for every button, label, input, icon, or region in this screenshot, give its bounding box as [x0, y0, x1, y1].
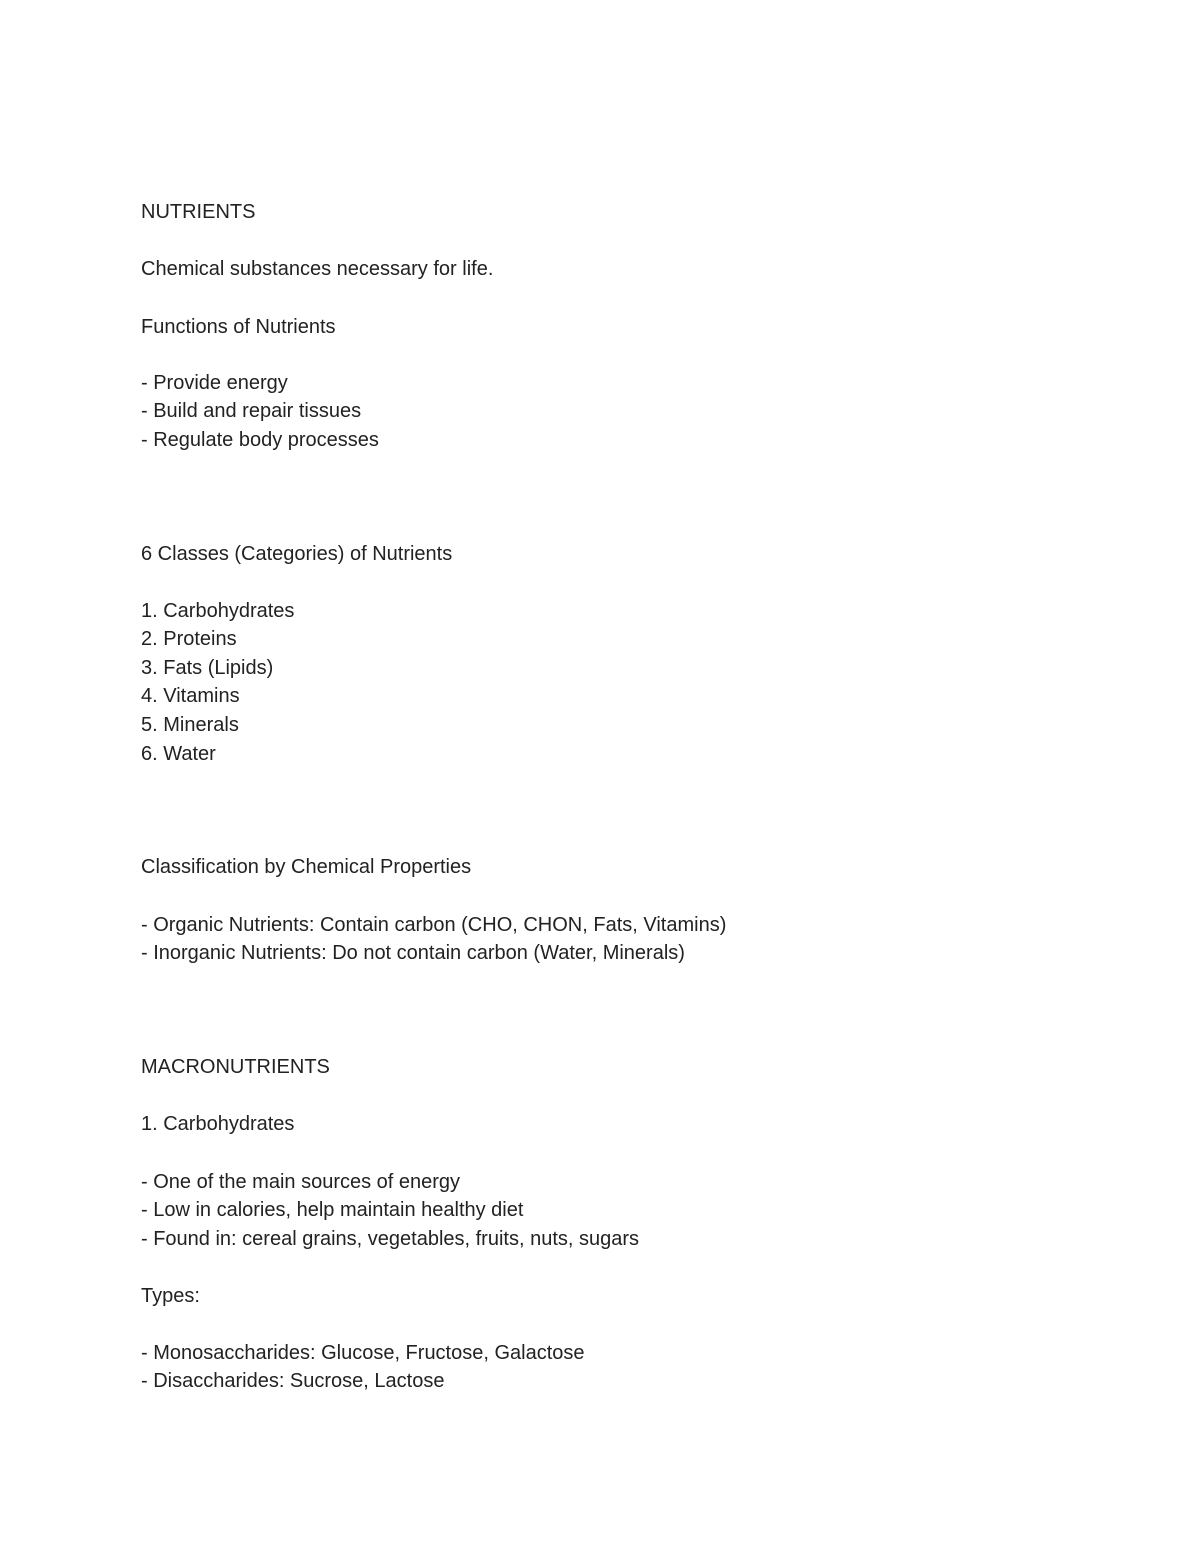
functions-item: - Provide energy: [141, 372, 288, 394]
macronutrients-heading: MACRONUTRIENTS: [141, 1056, 330, 1078]
functions-heading: Functions of Nutrients: [141, 316, 336, 338]
types-item: - Monosaccharides: Glucose, Fructose, Galactose: [141, 1342, 585, 1364]
functions-item: - Build and repair tissues: [141, 400, 362, 422]
classes-item: 2. Proteins: [141, 628, 237, 650]
macronutrients-item: - Found in: cereal grains, vegetables, fruits, nuts, sugars: [141, 1228, 640, 1250]
document-title: NUTRIENTS: [141, 201, 256, 223]
classes-item: 4. Vitamins: [141, 685, 240, 707]
functions-item: - Regulate body processes: [141, 429, 379, 451]
classes-item: 1. Carbohydrates: [141, 600, 295, 622]
classes-item: 3. Fats (Lipids): [141, 657, 274, 679]
classification-heading: Classification by Chemical Properties: [141, 856, 472, 878]
types-item: - Disaccharides: Sucrose, Lactose: [141, 1370, 445, 1392]
classification-item: - Organic Nutrients: Contain carbon (CHO, CHON, Fats, Vitamins): [141, 914, 727, 936]
macronutrients-item: - One of the main sources of energy: [141, 1171, 461, 1193]
classes-item: 5. Minerals: [141, 714, 239, 736]
types-heading: Types:: [141, 1285, 200, 1307]
macronutrients-subheading: 1. Carbohydrates: [141, 1113, 295, 1135]
classes-heading: 6 Classes (Categories) of Nutrients: [141, 543, 453, 565]
macronutrients-item: - Low in calories, help maintain healthy diet: [141, 1199, 524, 1221]
classification-item: - Inorganic Nutrients: Do not contain carbon (Water, Minerals): [141, 942, 685, 964]
classes-item: 6. Water: [141, 743, 216, 765]
definition-text: Chemical substances necessary for life.: [141, 258, 494, 280]
